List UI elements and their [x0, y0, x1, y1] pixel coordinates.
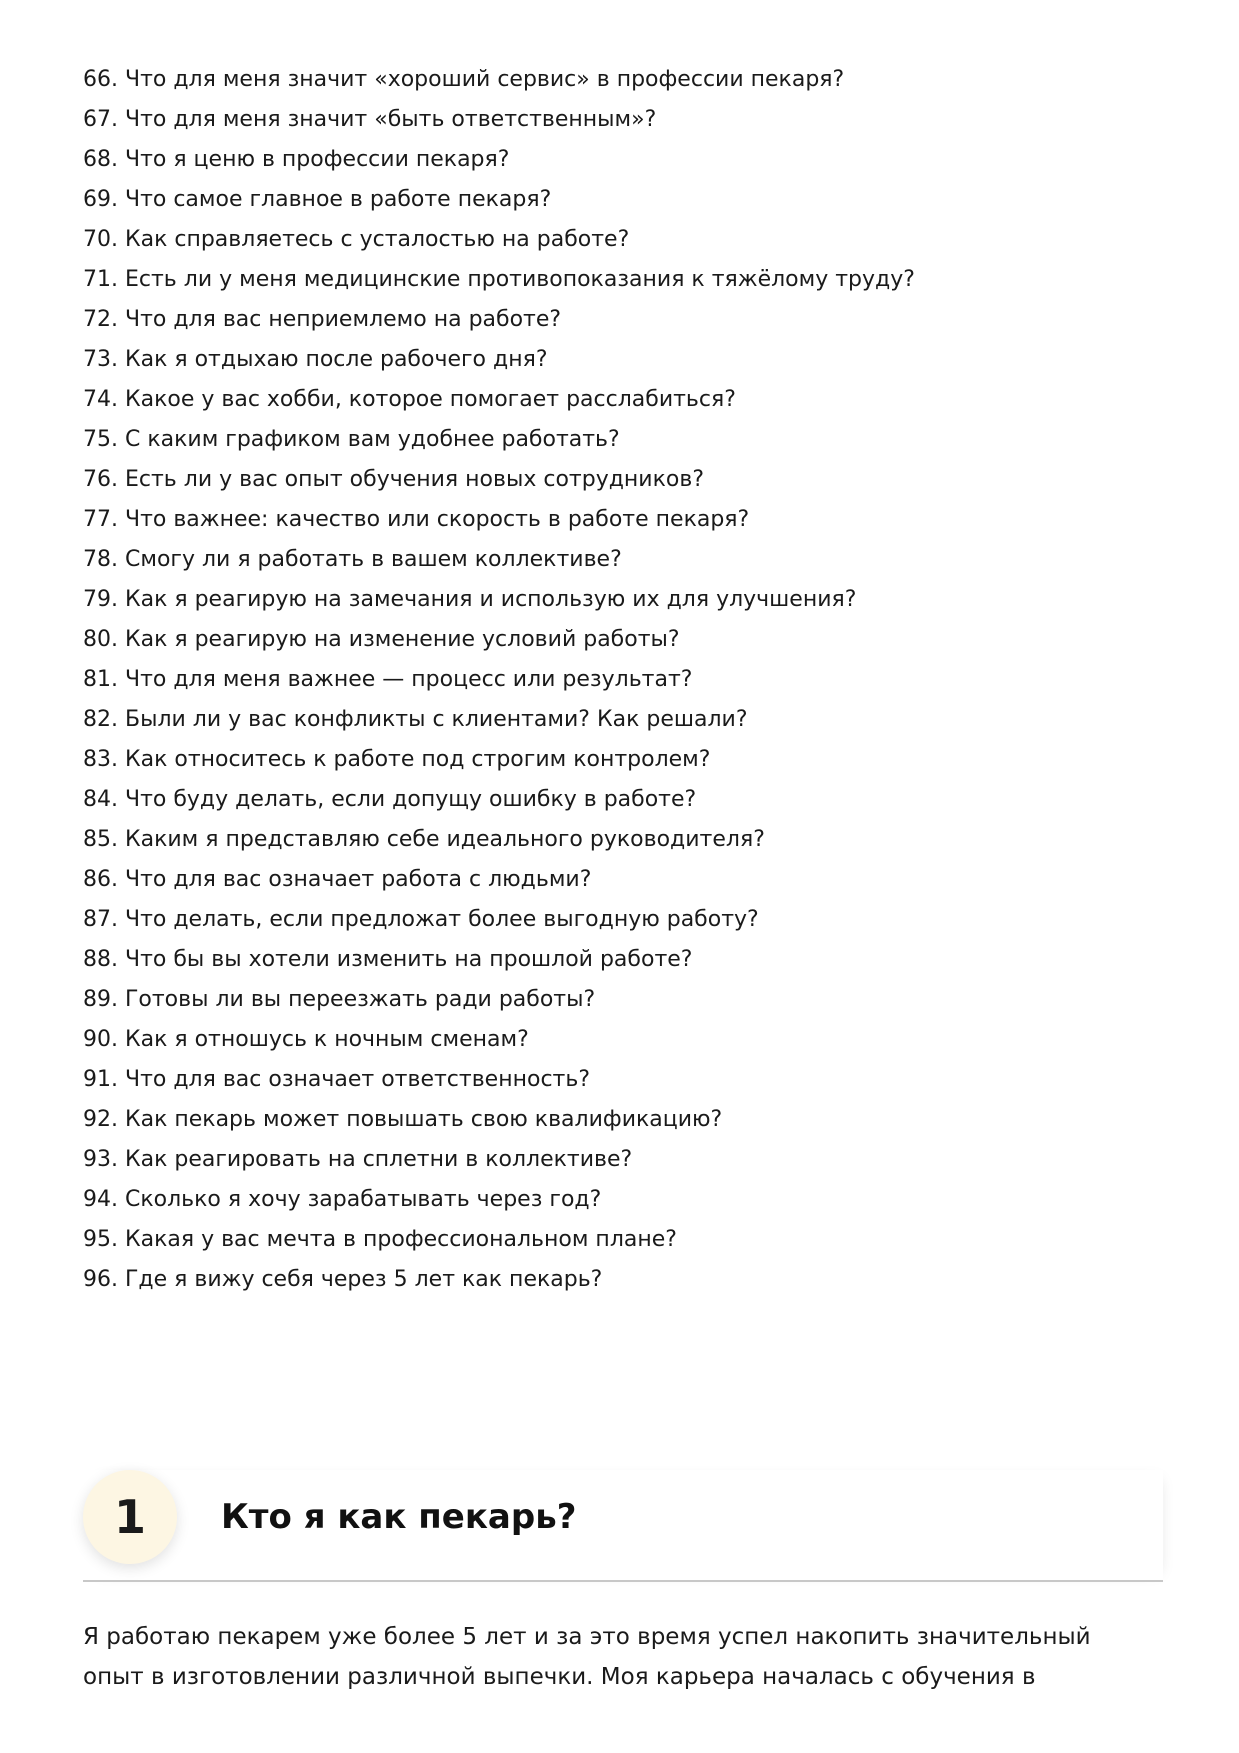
question-item: 88. Что бы вы хотели изменить на прошлой работе? — [83, 947, 693, 972]
question-item: 94. Сколько я хочу зарабатывать через год? — [83, 1187, 602, 1212]
question-item: 87. Что делать, если предложат более выгодную работу? — [83, 907, 759, 932]
question-item: 86. Что для вас означает работа с людьми? — [83, 867, 592, 892]
question-item: 68. Что я ценю в профессии пекаря? — [83, 147, 510, 172]
question-item: 78. Смогу ли я работать в вашем коллективе? — [83, 547, 622, 572]
question-item: 73. Как я отдыхаю после рабочего дня? — [83, 347, 548, 372]
question-item: 80. Как я реагирую на изменение условий работы? — [83, 627, 680, 652]
question-item: 90. Как я отношусь к ночным сменам? — [83, 1027, 529, 1052]
question-item: 81. Что для меня важнее — процесс или результат? — [83, 667, 693, 692]
question-item: 89. Готовы ли вы переезжать ради работы? — [83, 987, 596, 1012]
question-item: 69. Что самое главное в работе пекаря? — [83, 187, 552, 212]
question-item: 82. Были ли у вас конфликты с клиентами? Как решали? — [83, 707, 748, 732]
question-item: 92. Как пекарь может повышать свою квалификацию? — [83, 1107, 723, 1132]
question-item: 79. Как я реагирую на замечания и использую их для улучшения? — [83, 587, 857, 612]
question-item: 84. Что буду делать, если допущу ошибку в работе? — [83, 787, 697, 812]
question-item: 77. Что важнее: качество или скорость в работе пекаря? — [83, 507, 750, 532]
question-item: 76. Есть ли у вас опыт обучения новых сотрудников? — [83, 467, 704, 492]
question-item: 74. Какое у вас хобби, которое помогает расслабиться? — [83, 387, 736, 412]
intro-paragraph: Я работаю пекарем уже более 5 лет и за это время успел накопить значительный опыт в изготовлении различной выпечки. Моя карьера началась с обучения в — [83, 1624, 1091, 1690]
section-header — [83, 1470, 1163, 1582]
question-item: 83. Как относитесь к работе под строгим контролем? — [83, 747, 711, 772]
question-item: 96. Где я вижу себя через 5 лет как пекарь? — [83, 1267, 603, 1292]
section-number-badge: 1 — [83, 1470, 177, 1564]
question-item: 85. Каким я представляю себе идеального руководителя? — [83, 827, 765, 852]
question-item: 95. Какая у вас мечта в профессиональном плане? — [83, 1227, 677, 1252]
question-item: 70. Как справляетесь с усталостью на работе? — [83, 227, 630, 252]
question-item: 71. Есть ли у меня медицинские противопоказания к тяжёлому труду? — [83, 267, 915, 292]
question-list — [83, 60, 1163, 1300]
question-item: 93. Как реагировать на сплетни в коллективе? — [83, 1147, 633, 1172]
question-item: 75. С каким графиком вам удобнее работать? — [83, 427, 620, 452]
question-item: 72. Что для вас неприемлемо на работе? — [83, 307, 562, 332]
section-title: Кто я как пекарь? — [221, 1497, 577, 1537]
question-item: 66. Что для меня значит «хороший сервис» в профессии пекаря? — [83, 67, 845, 92]
question-item: 91. Что для вас означает ответственность? — [83, 1067, 590, 1092]
question-item: 67. Что для меня значит «быть ответственным»? — [83, 107, 657, 132]
